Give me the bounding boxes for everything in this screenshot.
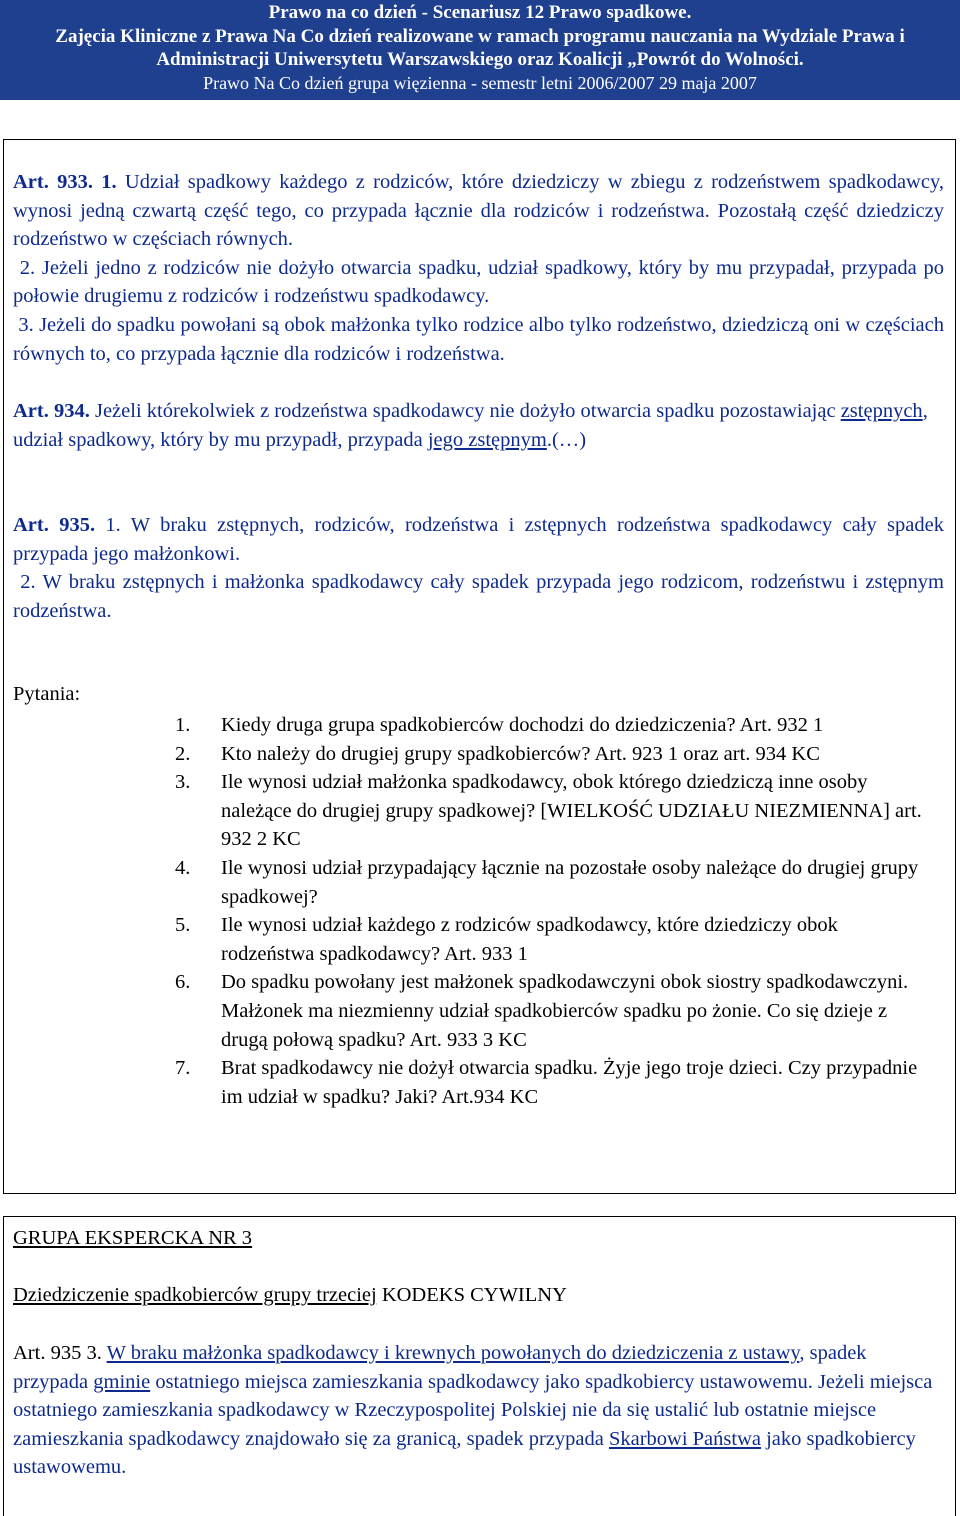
question-item [175,968,935,1054]
art-935-label: Art. 935. [13,514,96,536]
link-skarbowi-panstwa[interactable]: Skarbowi Państwa [608,1427,761,1450]
art-935-3-text-a: , spadek przypada [13,1342,867,1393]
question-item [175,1054,935,1111]
art-935-p1-text: W braku zstępnych, rodziców, rodzeństwa i zstępnych rodzeństwa spadkodawcy cały spadek przypada jego małżonkowi. [13,514,944,565]
art-933-p2-num: 2. [19,256,36,279]
art-935-p2-num: 2. [20,571,36,594]
question-text: Kiedy druga grupa spadkobierców dochodzi do dziedziczenia? Art. 932 1 [221,714,824,736]
art-934-link-jego-zstepnym[interactable]: jego zstępnym [427,428,547,451]
question-number: 4. [175,856,191,879]
header-title: Prawo na co dzień - Scenariusz 12 Prawo spadkowe. [268,2,692,23]
art-933-p1-num: 1. [101,171,117,193]
art-933-p2-text: Jeżeli jedno z rodziców nie dożyło otwarcia spadku, udział spadkowy, który by mu przypadał, przypada po połowie drugiemu z rodziców i rodzeństwu spadkodawcy. [13,256,945,308]
questions-heading: Pytania: [13,683,81,705]
question-number: 2. [175,742,191,765]
expert-group-title-text: GRUPA EKSPERCKA NR 3 [13,1227,253,1249]
header-line-4: Prawo Na Co dzień grupa więzienna - semestr letni 2006/2007 29 maja 2007 [203,72,757,93]
subtitle-rest: KODEKS CYWILNY [381,1284,567,1306]
question-item [175,854,935,911]
art-934-text-b: , udział spadkowy, który by mu przypadł, przypada [13,400,928,451]
question-item [175,911,935,968]
art-933-label: Art. 933. [13,171,93,193]
question-text: Brat spadkodawcy nie dożył otwarcia spadku. Żyje jego troje dzieci. Czy przypadnie im udział w spadku? Jaki? Art.934 KC [221,1057,918,1108]
art-935-3-section [13,1339,944,1482]
header-line-2: Zajęcia Kliniczne z Prawa Na Co dzień realizowane w ramach programu nauczania na Wydziale Prawa i [55,25,905,47]
art-934-section [13,397,944,454]
question-text: Ile wynosi udział każdego z rodziców spadkodawcy, które dziedziczy obok rodzeństwa spadkodawcy? Art. 933 1 [221,914,838,965]
art-935-p2-text: W braku zstępnych i małżonka spadkodawcy cały spadek przypada jego rodzicom, rodzeństwu i zstępnym rodzeństwa. [13,571,944,622]
art-935-3-text-b: ostatniego miejsca zamieszkania spadkodawcy jako spadkobiercy ustawowemu. Jeżeli miejsca ostatniego zamieszkania spadkodawcy w Rzeczypospolitej Polskiej nie da się ustalić lub ostatnie miejsce zamieszkania spadkodawcy znajdowało się za granicą, spadek przypada [13,1370,933,1450]
link-gminie[interactable]: gminie [93,1370,151,1393]
questions-list [175,711,935,1111]
art-934-text-a: Jeżeli którekolwiek z rodzeństwa spadkodawcy nie dożyło otwarcia spadku pozostawiając [94,400,836,422]
question-number: 3. [175,771,191,794]
art-934-link-zstepnych[interactable]: zstępnych [840,400,923,422]
question-text: Kto należy do drugiej grupy spadkobierców? Art. 923 1 oraz art. 934 KC [221,742,820,765]
art-935-3-text-c: jako spadkobiercy ustawowemu. [13,1427,916,1479]
art-935-section [13,511,944,625]
expert-group-title [13,1224,944,1253]
question-text: Do spadku powołany jest małżonek spadkodawczyni obok siostry spadkodawczyni. Małżonek ma niezmienny udział spadkobierców spadku po żonie. Co się dzieje z drugą połową spadku? Art. 933 3 KC [221,971,909,1051]
header-line-3: Administracji Uniwersytetu Warszawskiego oraz Koalicji „Powrót do Wolności. [156,49,804,70]
subtitle-link[interactable]: Dziedziczenie spadkobierców grupy trzeciej [13,1284,377,1306]
art-933-p1-text: Udział spadkowy każdego z rodziców, które dziedziczy w zbiegu z rodzeństwem spadkodawcy, wynosi jedną czwartą część tego, co przypada łącznie dla rodziców i rodzeństwa. Pozostałą część dziedziczy rodzeństwo w częściach równych. [13,171,945,251]
question-number: 7. [175,1057,191,1080]
question-item [175,740,935,769]
art-933-section [13,168,944,368]
expert-group-subtitle [13,1281,944,1310]
art-934-label: Art. 934. [13,400,90,422]
question-number: 6. [175,971,191,994]
question-item [175,768,935,854]
question-text: Ile wynosi udział przypadający łącznie na pozostałe osoby należące do drugiej grupy spadkowej? [221,856,919,908]
question-number: 5. [175,914,191,937]
art-933-p3-text: Jeżeli do spadku powołani są obok małżonka tylko rodzice albo tylko rodzeństwo, dziedziczą oni w częściach równych to, co przypada łącznie dla rodziców i rodzeństwa. [13,313,945,365]
question-item [175,711,935,740]
link-braku-malzonka[interactable]: W braku małżonka spadkodawcy i krewnych powołanych do dziedziczenia z ustawy [106,1342,800,1364]
art-935-3-label: Art. 935 3. [13,1342,102,1364]
question-number: 1. [175,714,191,736]
art-934-text-c: .(…) [546,428,587,451]
document-header [0,0,960,100]
question-text: Ile wynosi udział małżonka spadkodawcy, obok którego dziedziczą inne osoby należące do drugiej grupy spadkowej? [WIELKOŚĆ UDZIAŁU NIEZMIENNA] art. 932 2 KC [221,771,922,851]
art-935-p1-num: 1. [105,514,121,536]
art-933-p3-num: 3. [18,313,34,336]
